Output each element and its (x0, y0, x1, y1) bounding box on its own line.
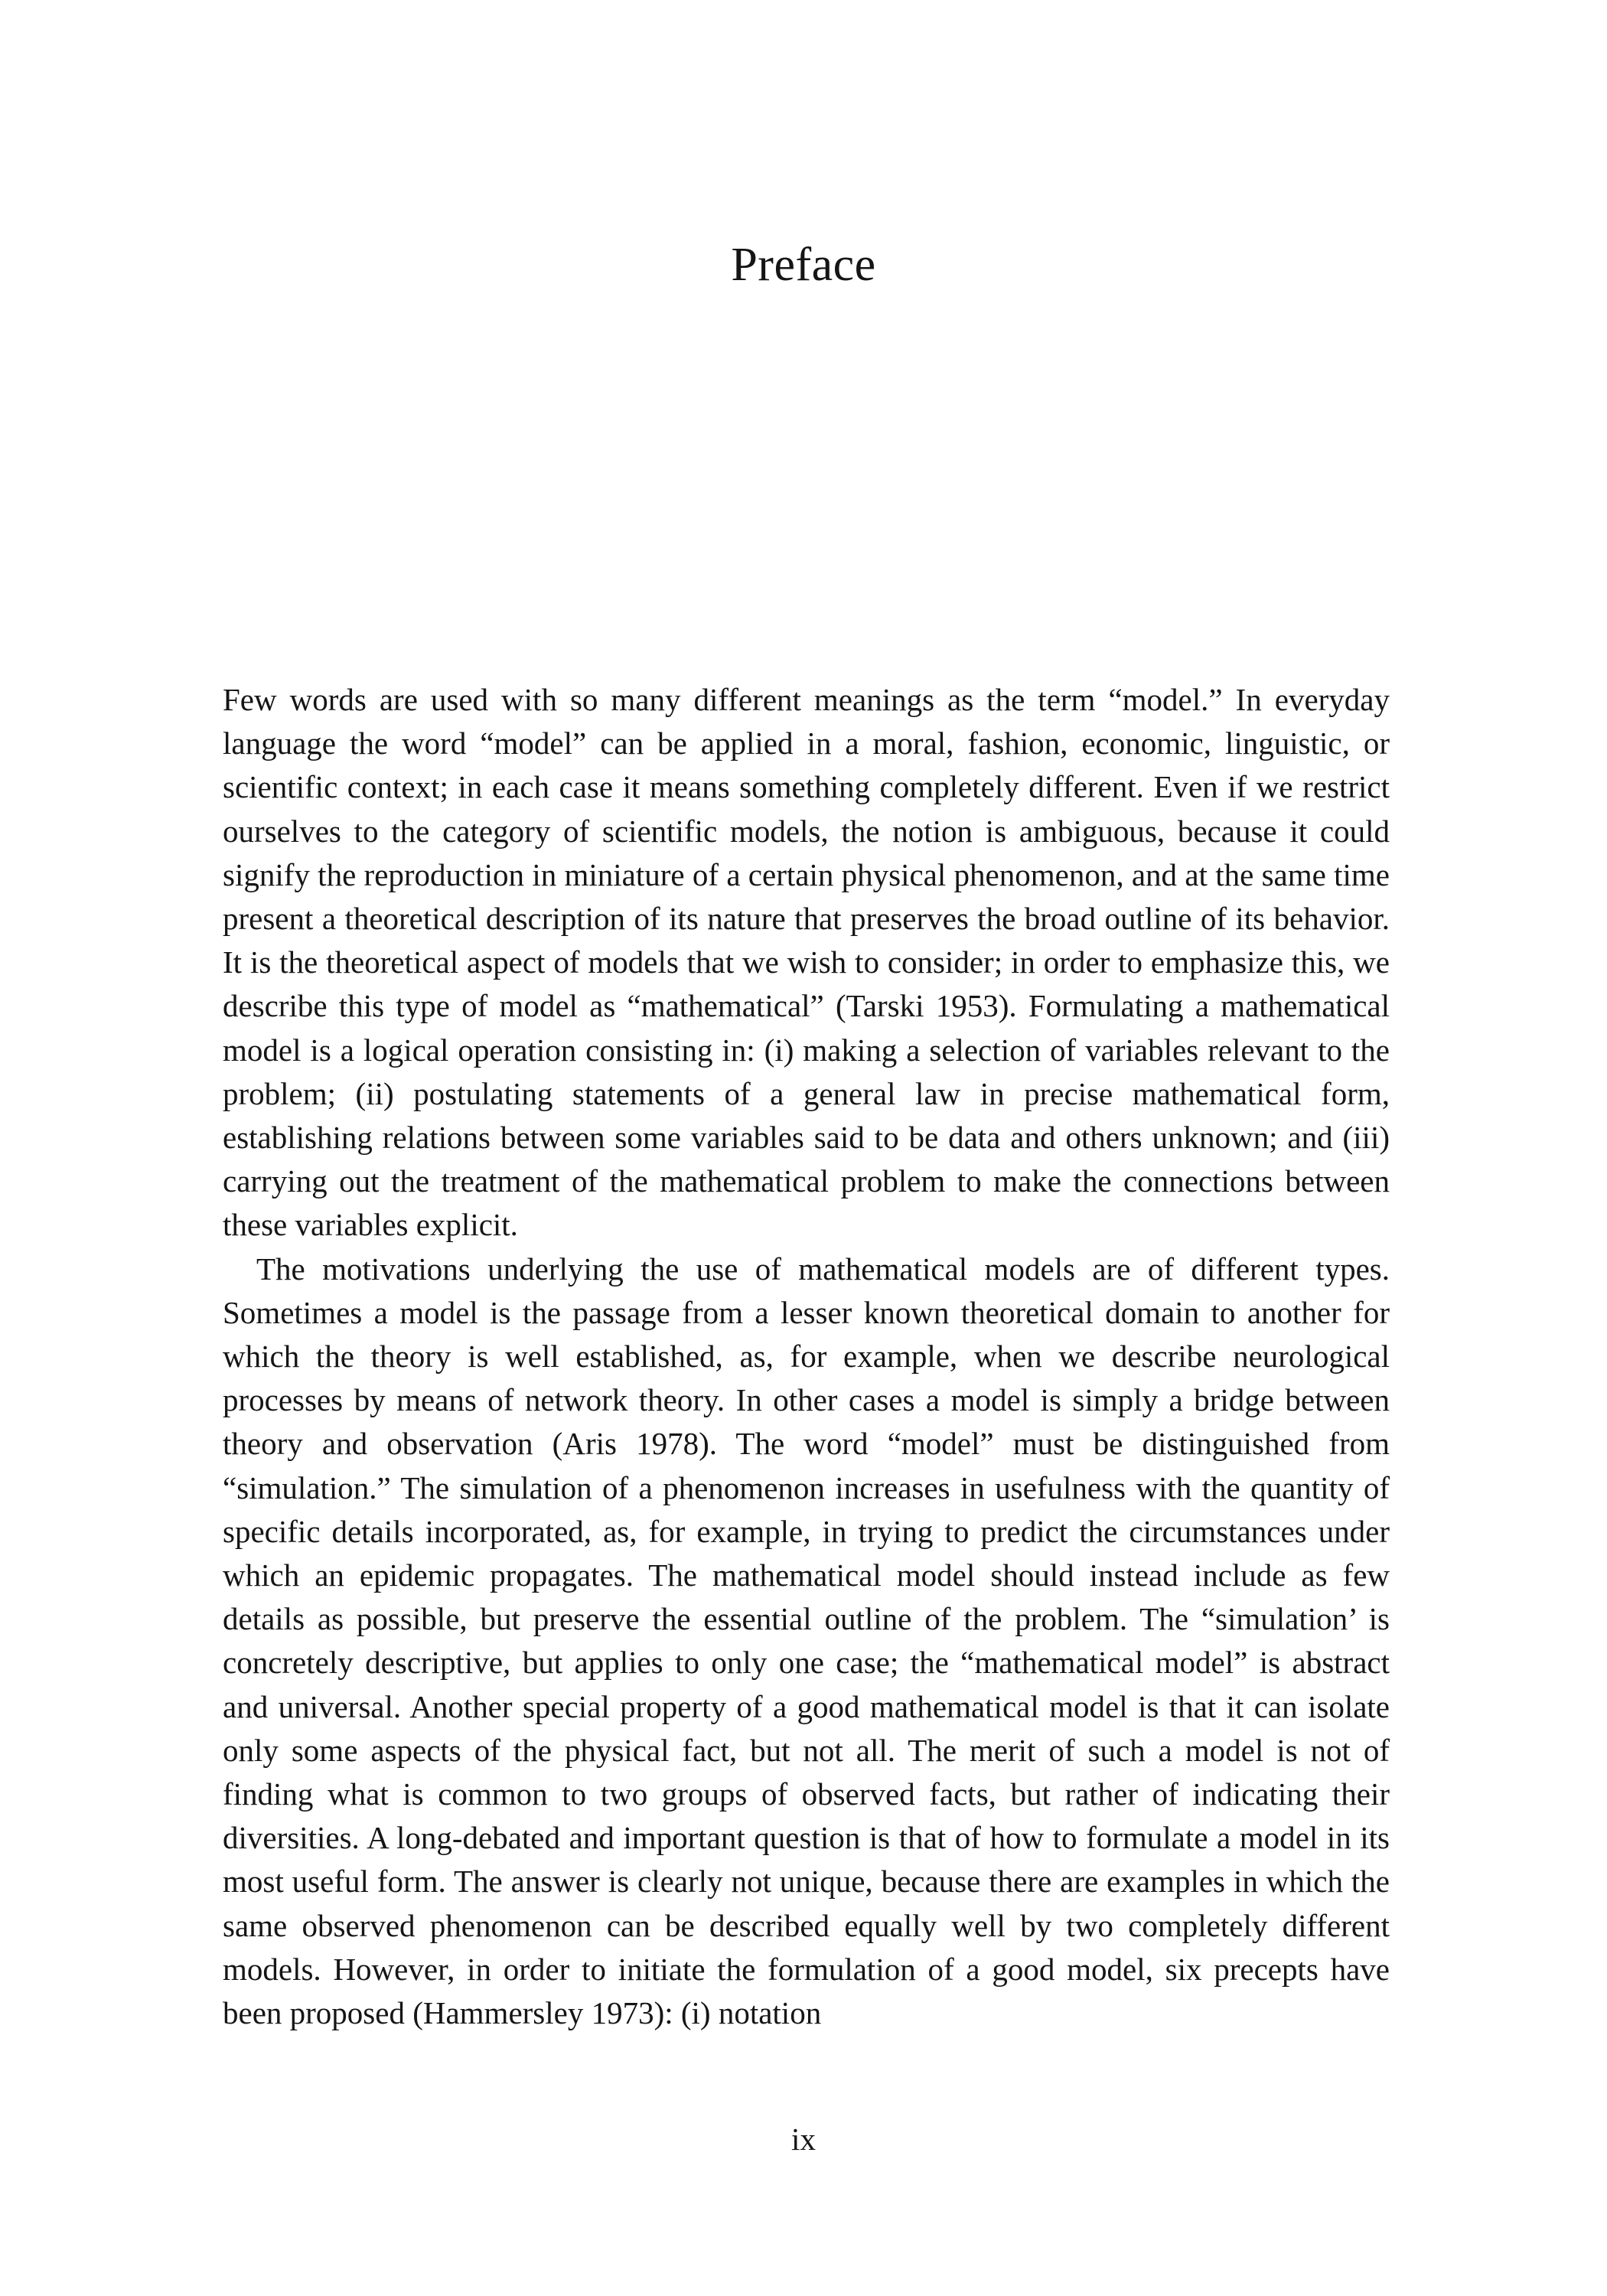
page-number: ix (791, 2122, 816, 2157)
preface-body (223, 678, 1390, 2035)
page-title: Preface (731, 239, 876, 291)
paragraph-1: Few words are used with so many different meanings as the term “model.” In everyday language the word “model” can be applied in a moral, fashion, economic, linguistic, or scientific context; in each case it means something completely different. Even if we restrict ourselves to the category of scientific models, the notion is ambiguous, because it could signify the reproduction in miniature of a certain physical phenomenon, and at the same time present a theoretical description of its nature that preserves the broad outline of its behavior. It is the theoretical aspect of models that we wish to consider; in order to emphasize this, we describe this type of model as “mathematical” (Tarski 1953). Formulating a mathematical model is a logical operation consisting in: (i) making a selection of variables relevant to the problem; (ii) postulating statements of a general law in precise mathematical form, establishing relations between some variables said to be data and others unknown; and (iii) carrying out the treatment of the mathematical problem to make the connections between these variables explicit. (223, 682, 1390, 1243)
paragraph-2: The motivations underlying the use of mathematical models are of different types. Sometimes a model is the passage from a lesser known theoretical domain to another for which the theory is well established, as, for example, when we describe neurological processes by means of network theory. In other cases a model is simply a bridge between theory and observation (Aris 1978). The word “model” must be distinguished from “simulation.” The simulation of a phenomenon increases in usefulness with the quantity of specific details incorporated, as, for example, in trying to predict the circumstances under which an epidemic propagates. The mathematical model should instead include as few details as possible, but preserve the essential outline of the problem. The “simulation’ is concretely descriptive, but applies to only one case; the “mathematical model” is abstract and universal. Another special property of a good mathematical model is that it can isolate only some aspects of the physical fact, but not all. The merit of such a model is not of finding what is common to two groups of observed facts, but rather of indicating their diversities. A long-debated and important question is that of how to formulate a model in its most useful form. The answer is clearly not unique, because there are examples in which the same observed phenomenon can be described equally well by two completely different models. However, in order to initiate the formulation of a good model, six precepts have been proposed (Hammersley 1973): (i) notation (223, 1251, 1390, 2031)
